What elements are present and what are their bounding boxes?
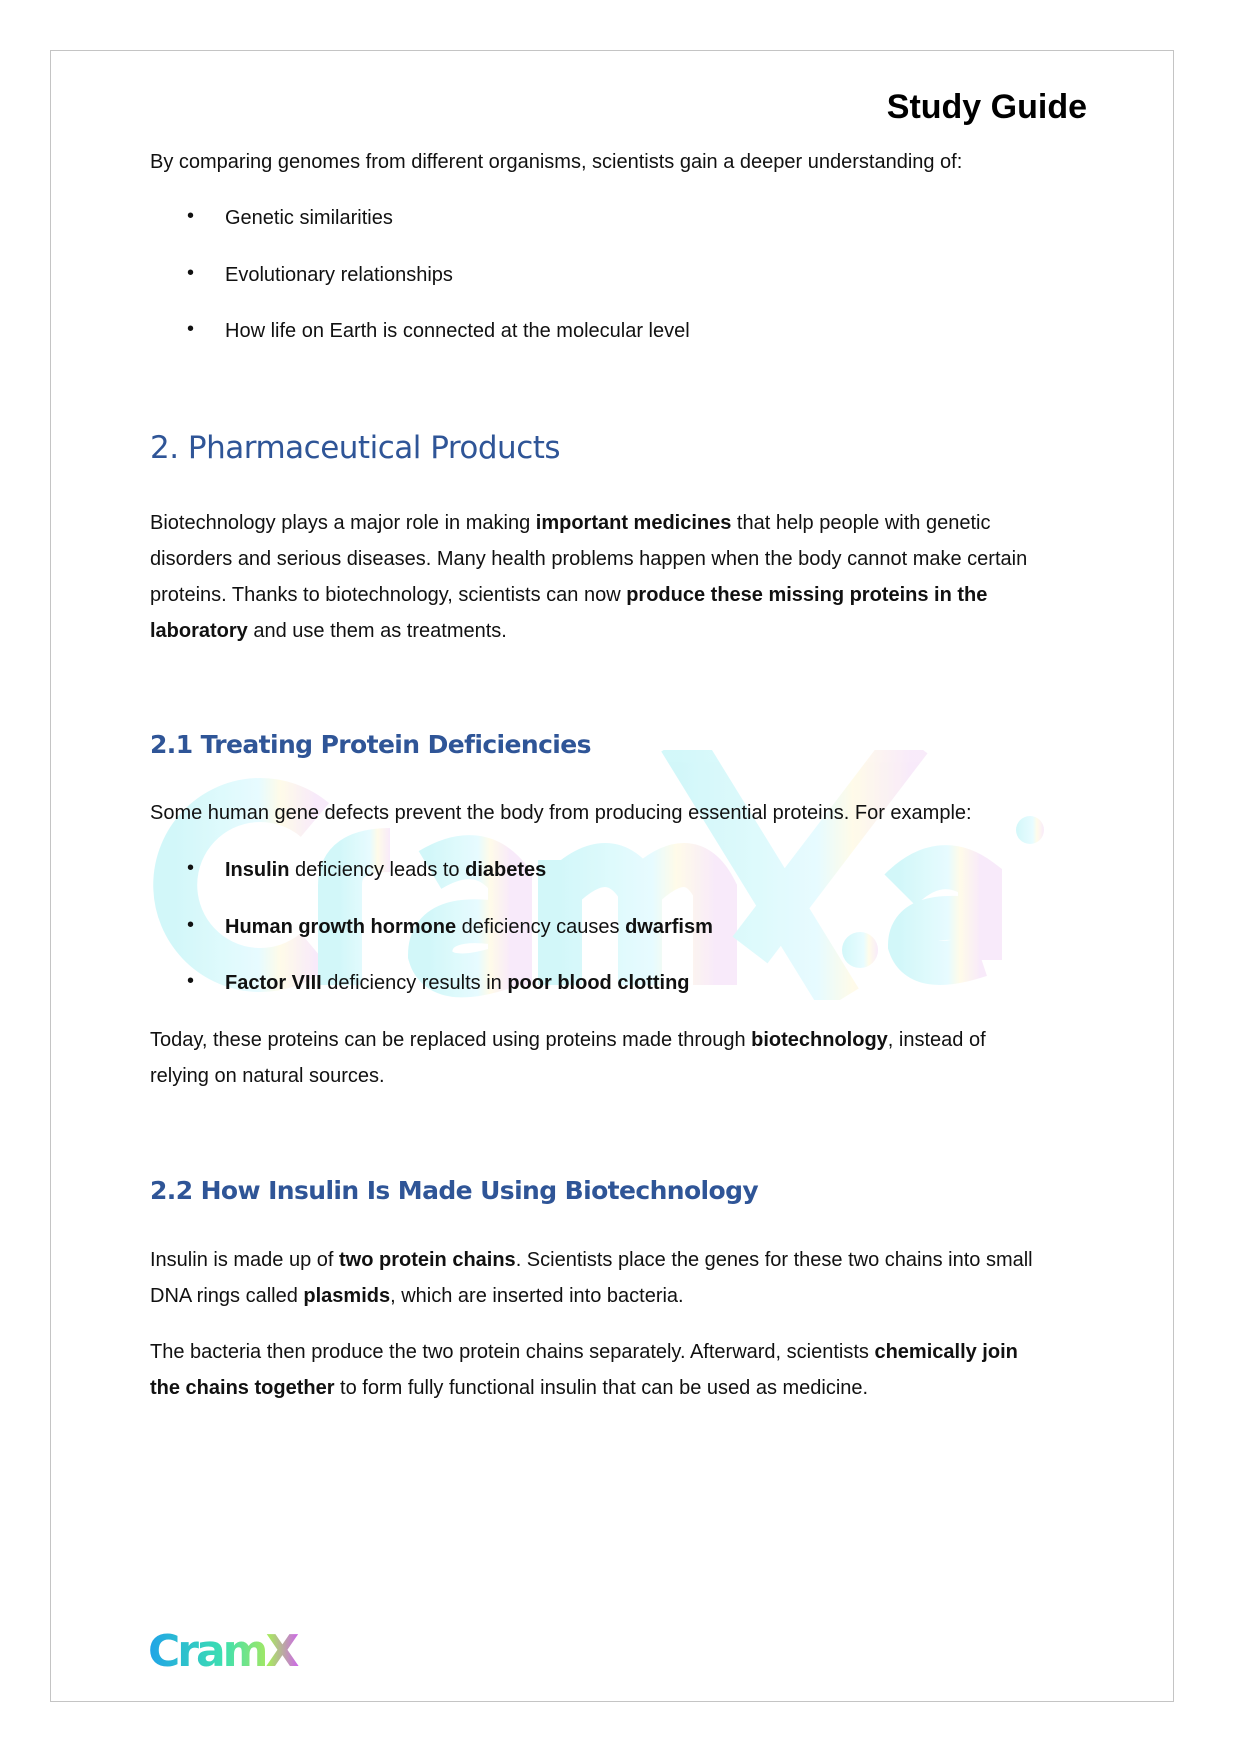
bullet-icon: • — [187, 970, 195, 992]
text: that help people with genetic — [731, 512, 991, 534]
page-border — [50, 50, 1174, 1702]
paragraph — [150, 1242, 1033, 1314]
bullet-icon: • — [187, 857, 195, 879]
text: deficiency results in — [321, 972, 508, 994]
bold-text: the chains together — [150, 1377, 335, 1399]
text: , instead of — [887, 1029, 986, 1051]
list-item: Genetic similarities — [225, 207, 393, 229]
bold-text: produce these missing proteins in the — [626, 584, 988, 606]
svg-text:CramX: CramX — [148, 1626, 297, 1677]
text: to form fully functional insulin that can be used as medicine. — [334, 1377, 869, 1399]
bullet-icon: • — [187, 318, 195, 340]
text: disorders and serious diseases. Many health problems happen when the body cannot make certain — [150, 548, 1028, 570]
list-item: How life on Earth is connected at the molecular level — [225, 320, 690, 342]
bullet-icon: • — [187, 205, 195, 227]
text: relying on natural sources. — [150, 1065, 385, 1087]
paragraph — [150, 1334, 1018, 1406]
text: deficiency leads to — [289, 859, 466, 881]
text: Today, these proteins can be replaced using proteins made through — [150, 1029, 752, 1051]
bold-text: laboratory — [150, 620, 248, 642]
bold-text: poor blood clotting — [507, 972, 690, 994]
text: DNA rings called — [150, 1285, 304, 1307]
bullet-icon: • — [187, 262, 195, 284]
list-item: Evolutionary relationships — [225, 264, 453, 286]
bold-text: two protein chains — [339, 1249, 516, 1271]
paragraph — [150, 505, 1027, 649]
text: Biotechnology plays a major role in making — [150, 512, 536, 534]
paragraph: Some human gene defects prevent the body from producing essential proteins. For example: — [150, 802, 972, 824]
list-item — [225, 965, 690, 1001]
text: and use them as treatments. — [247, 620, 507, 642]
list-item — [225, 852, 546, 888]
subsection-heading: 2.1 Treating Protein Deficiencies — [150, 730, 591, 759]
subsection-heading: 2.2 How Insulin Is Made Using Biotechnology — [150, 1176, 759, 1205]
paragraph — [150, 1022, 986, 1094]
text: . Scientists place the genes for these two chains into small — [515, 1249, 1033, 1271]
text: deficiency causes — [456, 916, 626, 938]
list-item — [225, 909, 713, 945]
text: , which are inserted into bacteria. — [390, 1285, 684, 1307]
bold-text: biotechnology — [751, 1029, 888, 1051]
bold-text: dwarfism — [625, 916, 713, 938]
bold-text: chemically join — [874, 1341, 1018, 1363]
intro-text: By comparing genomes from different organisms, scientists gain a deeper understanding of: — [150, 151, 963, 173]
bold-text: plasmids — [303, 1285, 391, 1307]
text: Insulin is made up of — [150, 1249, 339, 1271]
bold-text: diabetes — [465, 859, 547, 881]
bold-text: important medicines — [535, 512, 732, 534]
bullet-icon: • — [187, 914, 195, 936]
section-heading: 2. Pharmaceutical Products — [150, 430, 561, 466]
text: The bacteria then produce the two protein chains separately. Afterward, scientists — [150, 1341, 875, 1363]
bold-text: Factor VIII — [225, 972, 322, 994]
cramx-logo — [148, 1618, 308, 1678]
page-title: Study Guide — [886, 88, 1087, 126]
text: proteins. Thanks to biotechnology, scientists can now — [150, 584, 627, 606]
bold-text: Human growth hormone — [225, 916, 457, 938]
bold-text: Insulin — [225, 859, 290, 881]
